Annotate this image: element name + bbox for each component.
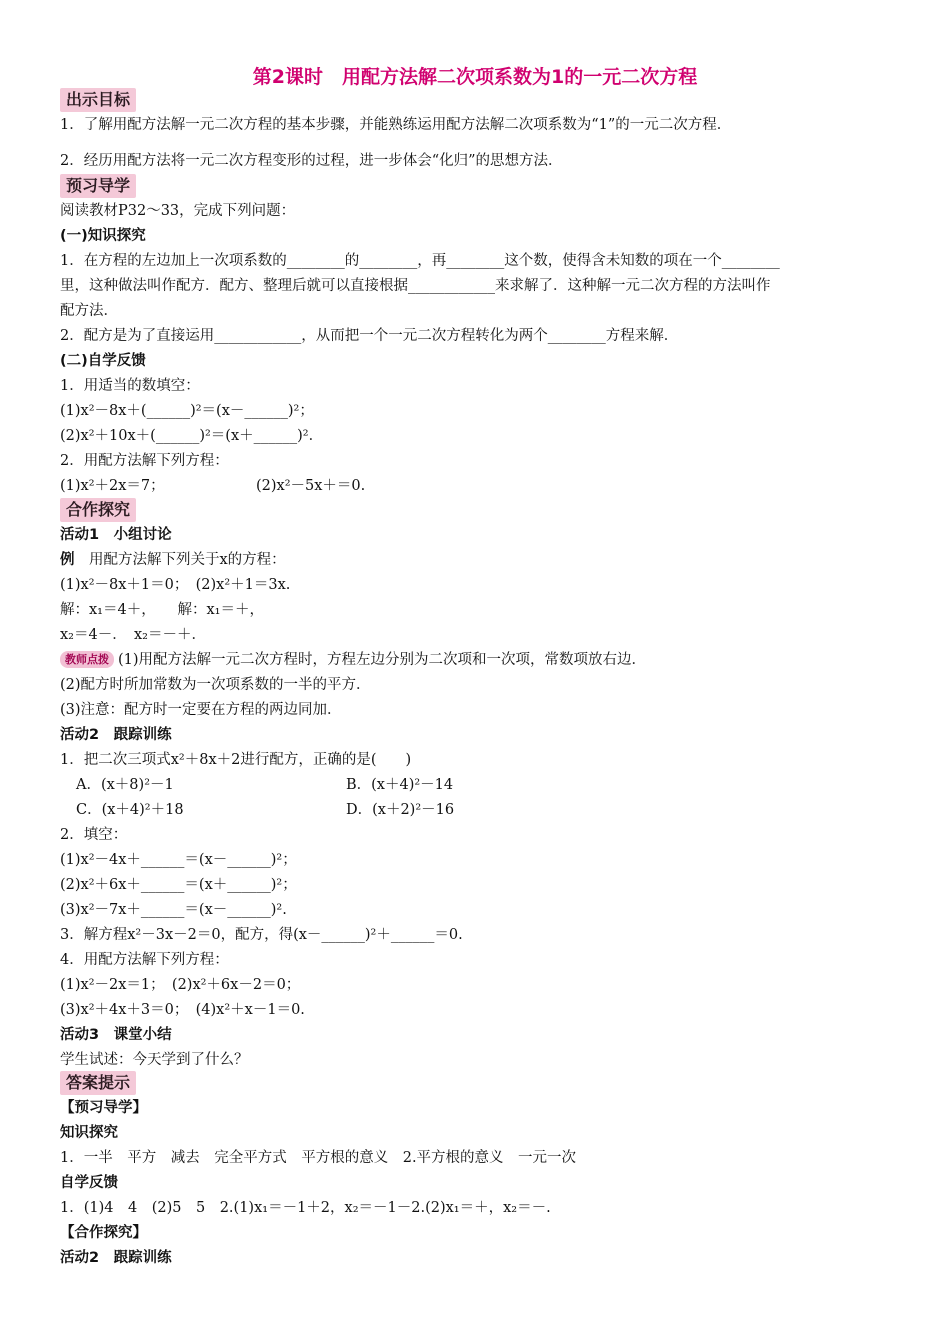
knowledge-1b: 里，这种做法叫作配方．配方、整理后就可以直接根据____________来求解了．这种解一元二次方程的方法叫作 bbox=[60, 278, 771, 294]
example-text: 用配方法解下列关于x的方程： bbox=[74, 552, 286, 568]
question-1: 1．把二次三项式x²＋8x＋2进行配方，正确的是( ) bbox=[60, 752, 412, 768]
teacher-tip-badge: 教师点拨 bbox=[60, 651, 114, 668]
feedback-1: 1．用适当的数填空： bbox=[60, 378, 200, 394]
goal-1: 1．了解用配方法解一元二次方程的基本步骤，并能熟练运用配方法解二次项系数为“1”的一元二次方程． bbox=[60, 117, 732, 133]
answers-feedback-heading: 自学反馈 bbox=[60, 1175, 118, 1191]
answers-activity-2-heading: 活动2 跟踪训练 bbox=[60, 1250, 172, 1266]
teacher-tip-2: (2)配方时所加常数为一次项系数的一半的平方． bbox=[60, 677, 371, 693]
question-3: 3．解方程x²－3x－2＝0，配方，得(x－______)²＋______＝0. bbox=[60, 927, 463, 943]
section-coop: 合作探究 bbox=[60, 498, 136, 522]
answers-preview-heading: 【预习导学】 bbox=[60, 1100, 147, 1116]
section-preview: 预习导学 bbox=[60, 174, 136, 198]
example-line bbox=[60, 550, 286, 570]
goal-2: 2．经历用配方法将一元二次方程变形的过程，进一步体会“化归”的思想方法． bbox=[60, 153, 563, 169]
question-2: 2．填空： bbox=[60, 827, 128, 843]
question-2c: (3)x²－7x＋______＝(x－______)². bbox=[60, 902, 287, 918]
summary-prompt: 学生试述：今天学到了什么？ bbox=[60, 1052, 249, 1068]
answers-knowledge: 1．一半 平方 减去 完全平方式 平方根的意义 2.平方根的意义 一元一次 bbox=[60, 1150, 577, 1166]
teacher-tip-1 bbox=[60, 650, 646, 670]
option-d: D．(x＋2)²－16 bbox=[346, 802, 455, 818]
option-c: C．(x＋4)²＋18 bbox=[76, 802, 184, 818]
subsection-feedback: (二)自学反馈 bbox=[60, 353, 146, 369]
question-2b: (2)x²＋6x＋______＝(x＋______)²； bbox=[60, 877, 297, 893]
activity-1-heading: 活动1 小组讨论 bbox=[60, 527, 172, 543]
feedback-2a: (1)x²＋2x＝7； bbox=[60, 478, 165, 494]
feedback-2b: (2)x²－5x＋＝0. bbox=[256, 478, 366, 494]
question-2a: (1)x²－4x＋______＝(x－______)²； bbox=[60, 852, 297, 868]
teacher-tip-3: (3)注意：配方时一定要在方程的两边同加． bbox=[60, 702, 342, 718]
activity-3-heading: 活动3 课堂小结 bbox=[60, 1027, 172, 1043]
subsection-knowledge: (一)知识探究 bbox=[60, 228, 146, 244]
option-a: A．(x＋8)²－1 bbox=[76, 777, 174, 793]
example-equations: (1)x²－8x＋1＝0； (2)x²＋1＝3x. bbox=[60, 577, 291, 593]
question-4: 4．用配方法解下列方程： bbox=[60, 952, 229, 968]
feedback-2: 2．用配方法解下列方程： bbox=[60, 453, 229, 469]
question-4b: (3)x²＋4x＋3＝0； (4)x²＋x－1＝0. bbox=[60, 1002, 305, 1018]
knowledge-2: 2．配方是为了直接运用____________，从而把一个一元二次方程转化为两个________方程来解． bbox=[60, 328, 679, 344]
section-answers: 答案提示 bbox=[60, 1071, 136, 1095]
answers-coop-heading: 【合作探究】 bbox=[60, 1225, 147, 1241]
activity-2-heading: 活动2 跟踪训练 bbox=[60, 727, 172, 743]
answers-feedback: 1．(1)4 4 (2)5 5 2.(1)x₁＝－1＋2，x₂＝－1－2.(2)x₁＝＋，x₂＝－. bbox=[60, 1200, 551, 1216]
feedback-1a: (1)x²－8x＋(______)²＝(x－______)²； bbox=[60, 403, 314, 419]
option-b: B．(x＋4)²－14 bbox=[346, 777, 454, 793]
answers-knowledge-heading: 知识探究 bbox=[60, 1125, 118, 1141]
feedback-1b: (2)x²＋10x＋(______)²＝(x＋______)²． bbox=[60, 428, 324, 444]
question-4a: (1)x²－2x＝1； (2)x²＋6x－2＝0； bbox=[60, 977, 301, 993]
preview-intro: 阅读教材P32～33，完成下列问题： bbox=[60, 203, 296, 219]
knowledge-1a: 1．在方程的左边加上一次项系数的________的________，再________这个数，使得含未知数的项在一个________ bbox=[60, 253, 780, 269]
page-title: 第2课时 用配方法解二次项系数为1的一元二次方程 bbox=[252, 66, 698, 88]
section-goals: 出示目标 bbox=[60, 88, 136, 112]
example-solution-2: x₂＝4－． x₂＝－＋． bbox=[60, 627, 206, 643]
knowledge-1c: 配方法． bbox=[60, 303, 118, 319]
teacher-tip-1-text: (1)用配方法解一元二次方程时，方程左边分别为二次项和一次项，常数项放右边． bbox=[118, 652, 647, 668]
example-solution-1: 解：x₁＝4＋， 解：x₁＝＋， bbox=[60, 602, 264, 618]
example-label: 例 bbox=[60, 552, 75, 568]
